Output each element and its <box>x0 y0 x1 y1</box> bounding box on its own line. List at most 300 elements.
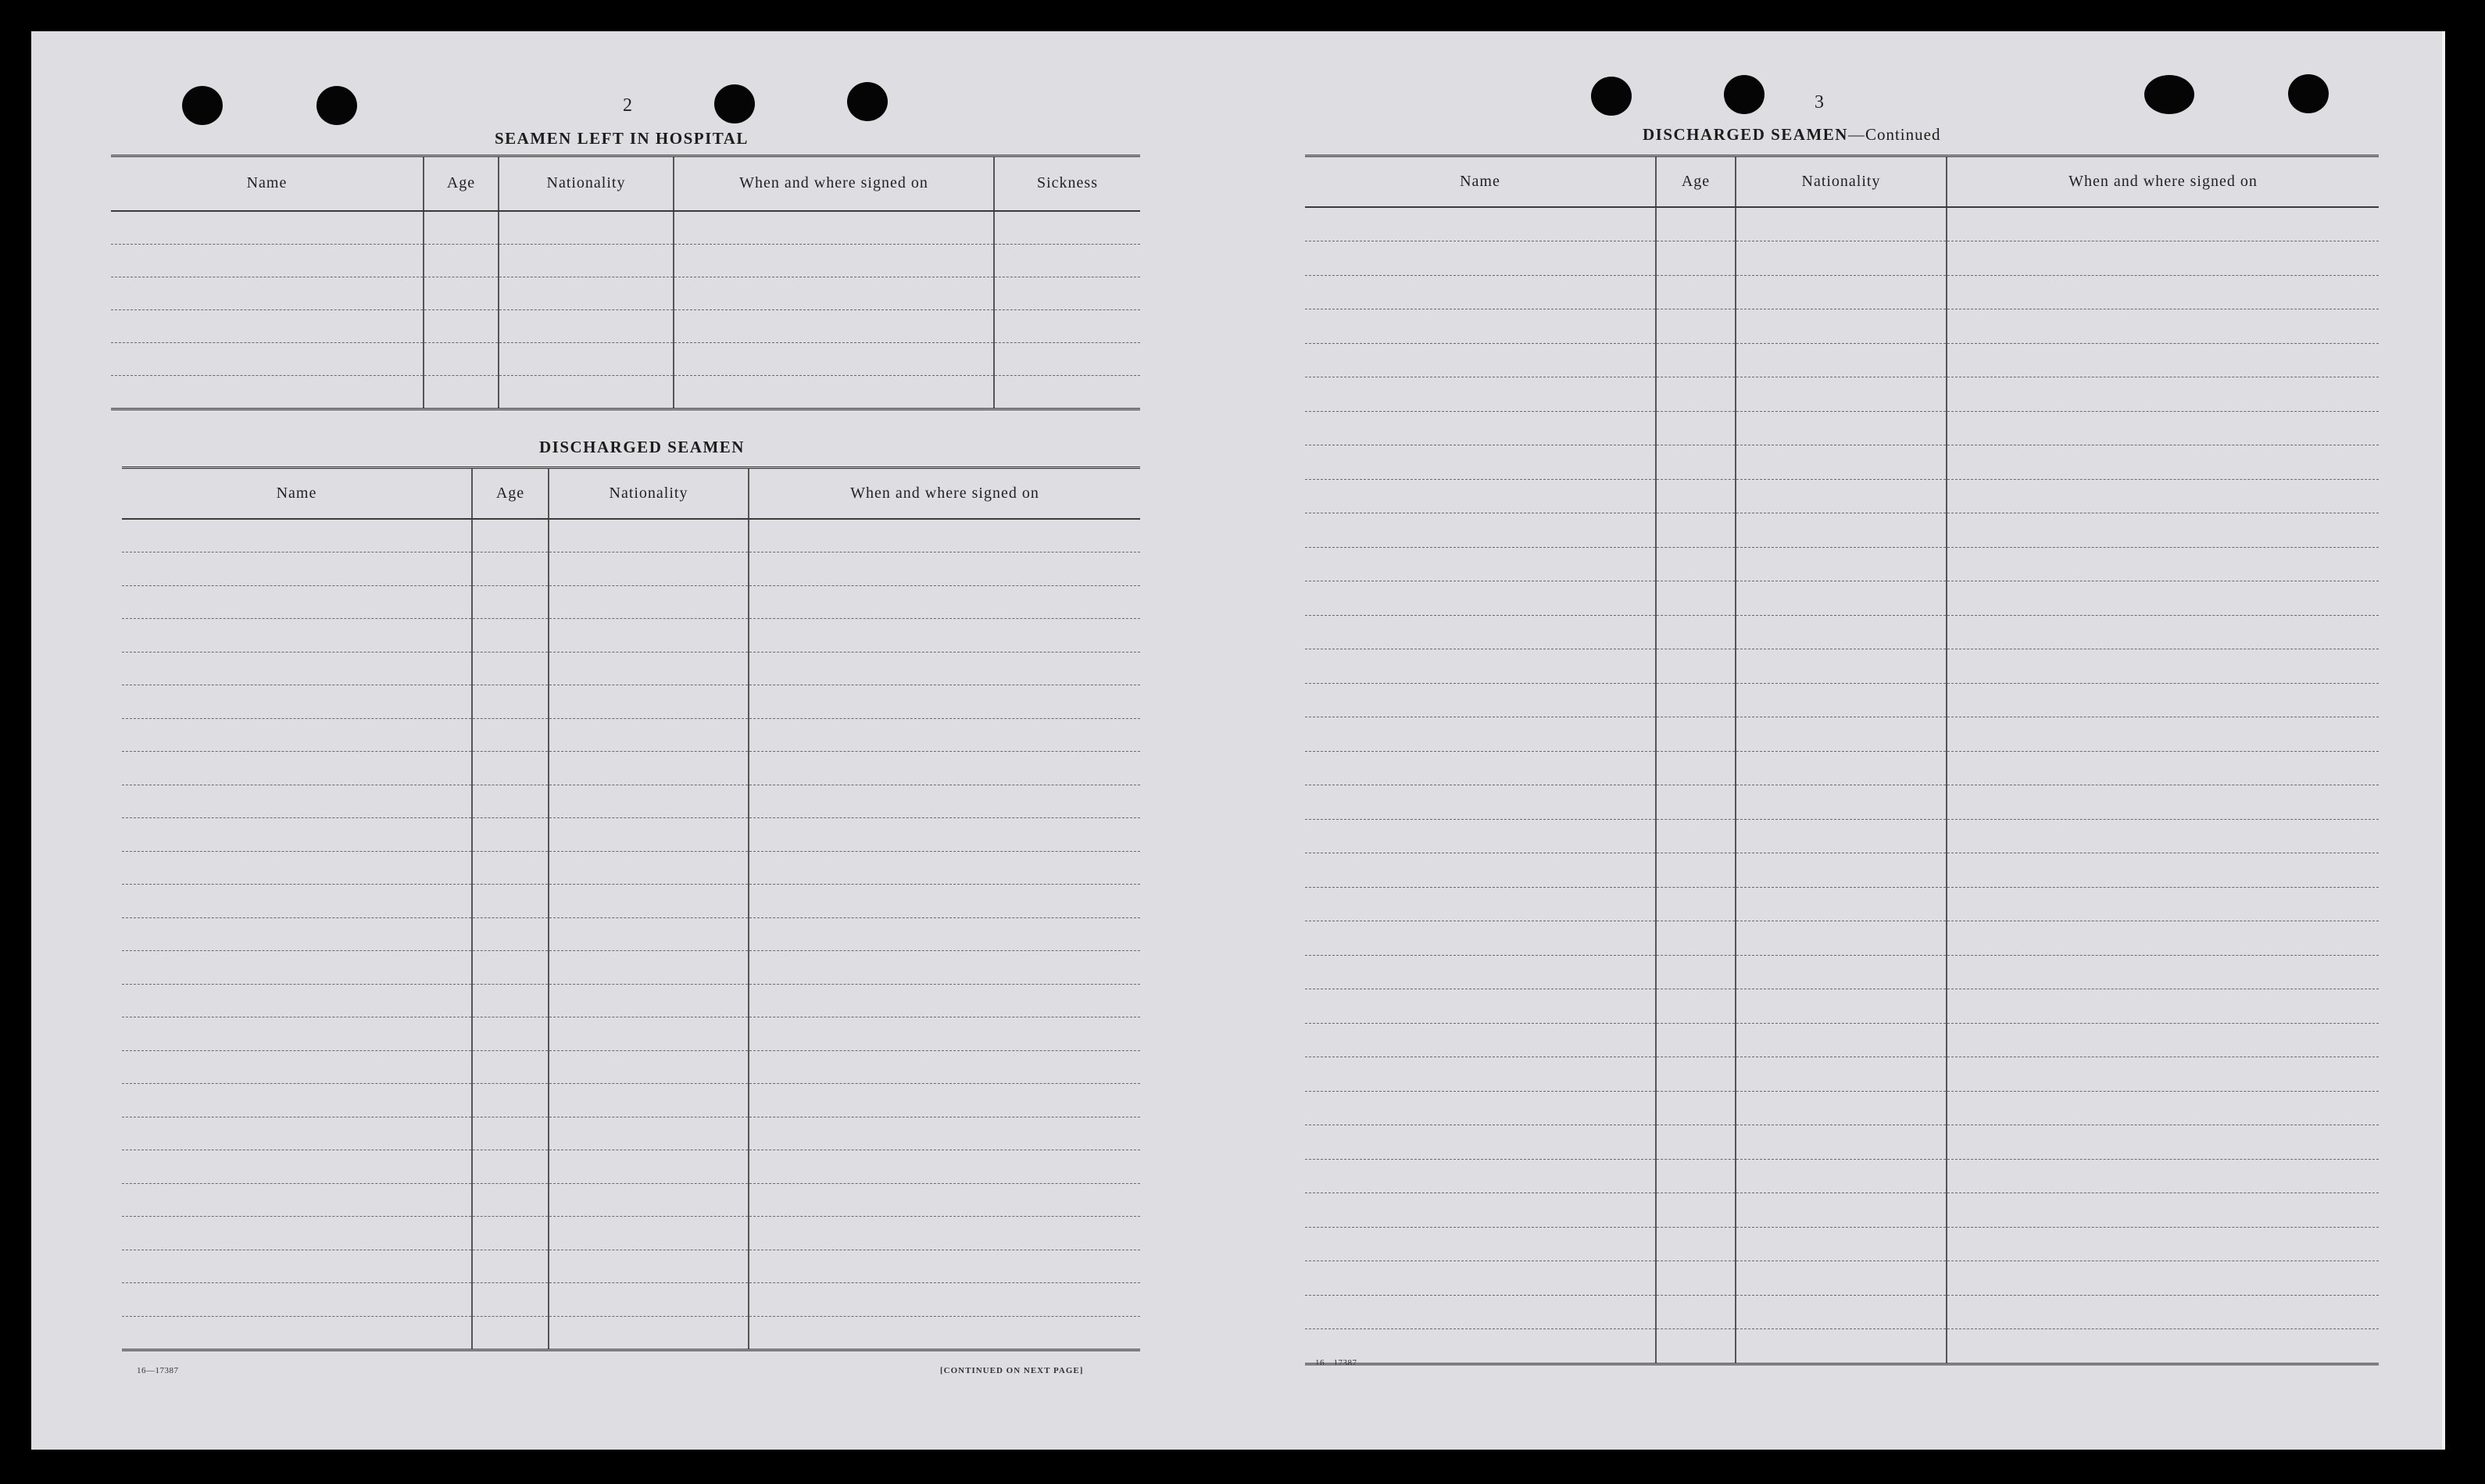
table-cell[interactable] <box>472 752 549 785</box>
punch-hole <box>1591 77 1632 116</box>
table-cell[interactable] <box>1656 275 1736 309</box>
table-cell[interactable] <box>122 1283 472 1317</box>
table-cell[interactable] <box>1305 411 1656 445</box>
table-cell[interactable] <box>749 1050 1140 1084</box>
table-cell[interactable] <box>749 851 1140 885</box>
table-cell[interactable] <box>749 1217 1140 1250</box>
table-cell[interactable] <box>424 309 499 342</box>
table-cell[interactable] <box>749 752 1140 785</box>
table-cell[interactable] <box>1305 1091 1656 1125</box>
table-cell[interactable] <box>1736 955 1947 989</box>
table-cell[interactable] <box>1947 241 2379 276</box>
table-cell[interactable] <box>1305 275 1656 309</box>
table-cell[interactable] <box>1656 1023 1736 1057</box>
table-cell[interactable] <box>1656 751 1736 785</box>
table-row <box>122 652 1140 685</box>
table-cell[interactable] <box>1656 445 1736 480</box>
table-cell[interactable] <box>122 619 472 653</box>
table-row <box>1305 1193 2379 1228</box>
table-cell[interactable] <box>749 1150 1140 1184</box>
table-cell[interactable] <box>1736 717 1947 752</box>
table-cell[interactable] <box>1656 1125 1736 1160</box>
table-cell[interactable] <box>122 851 472 885</box>
table-cell[interactable] <box>549 685 749 719</box>
table-cell[interactable] <box>549 652 749 685</box>
table-cell[interactable] <box>1736 241 1947 276</box>
table-cell[interactable] <box>122 519 472 552</box>
table-cell[interactable] <box>1305 309 1656 344</box>
table-cell[interactable] <box>1947 1125 2379 1160</box>
table-cell[interactable] <box>1656 1057 1736 1092</box>
table-cell[interactable] <box>122 1150 472 1184</box>
table-cell[interactable] <box>1736 751 1947 785</box>
column-header: When and where signed on <box>1947 156 2379 207</box>
table-cell[interactable] <box>549 1084 749 1117</box>
table-cell[interactable] <box>111 211 424 245</box>
table-row <box>1305 275 2379 309</box>
table-cell[interactable] <box>472 1250 549 1283</box>
table-cell[interactable] <box>1656 479 1736 513</box>
table-cell[interactable] <box>472 1084 549 1117</box>
table-cell[interactable] <box>1947 343 2379 377</box>
table-cell[interactable] <box>1736 785 1947 820</box>
table-cell[interactable] <box>472 785 549 818</box>
table-cell[interactable] <box>424 277 499 309</box>
table-cell[interactable] <box>549 1017 749 1051</box>
table-cell[interactable] <box>749 1183 1140 1217</box>
table-cell[interactable] <box>499 244 674 277</box>
table-cell[interactable] <box>1947 513 2379 548</box>
table-cell[interactable] <box>122 885 472 918</box>
table-cell[interactable] <box>122 652 472 685</box>
table-cell[interactable] <box>749 619 1140 653</box>
table-cell[interactable] <box>111 277 424 309</box>
table-cell[interactable] <box>1656 513 1736 548</box>
table-cell[interactable] <box>549 951 749 985</box>
table-cell[interactable] <box>1947 275 2379 309</box>
table-cell[interactable] <box>549 1150 749 1184</box>
table-cell[interactable] <box>674 277 994 309</box>
table-cell[interactable] <box>549 585 749 619</box>
table-cell[interactable] <box>749 1250 1140 1283</box>
table-cell[interactable] <box>549 1050 749 1084</box>
table-cell[interactable] <box>122 984 472 1017</box>
table-cell[interactable] <box>1736 615 1947 649</box>
table-cell[interactable] <box>549 718 749 752</box>
table-cell[interactable] <box>1947 1261 2379 1296</box>
table-cell[interactable] <box>1947 1159 2379 1193</box>
table-cell[interactable] <box>1656 207 1736 241</box>
table-cell[interactable] <box>1305 1227 1656 1261</box>
table-cell[interactable] <box>1656 1227 1736 1261</box>
table-cell[interactable] <box>674 375 994 409</box>
table-cell[interactable] <box>1305 887 1656 921</box>
table-cell[interactable] <box>1656 241 1736 276</box>
table-cell[interactable] <box>674 309 994 342</box>
table-cell[interactable] <box>122 1017 472 1051</box>
table-row <box>1305 581 2379 616</box>
table-cell[interactable] <box>1305 581 1656 616</box>
table-cell[interactable] <box>1656 989 1736 1024</box>
table-cell[interactable] <box>122 552 472 586</box>
table-row <box>122 1150 1140 1184</box>
table-row <box>1305 751 2379 785</box>
table-cell[interactable] <box>1736 819 1947 853</box>
table-cell[interactable] <box>472 1050 549 1084</box>
table-cell[interactable] <box>1656 309 1736 344</box>
table-cell[interactable] <box>749 1017 1140 1051</box>
table-cell[interactable] <box>122 685 472 719</box>
table-row <box>1305 649 2379 684</box>
table-cell[interactable] <box>122 718 472 752</box>
table-cell[interactable] <box>1736 275 1947 309</box>
table-cell[interactable] <box>1656 717 1736 752</box>
table-cell[interactable] <box>674 244 994 277</box>
table-cell[interactable] <box>1736 207 1947 241</box>
table-cell[interactable] <box>1736 1023 1947 1057</box>
table-cell[interactable] <box>549 752 749 785</box>
table-cell[interactable] <box>1736 479 1947 513</box>
table-cell[interactable] <box>1305 445 1656 480</box>
table-cell[interactable] <box>749 552 1140 586</box>
table-cell[interactable] <box>1305 513 1656 548</box>
table-cell[interactable] <box>122 1183 472 1217</box>
table-cell[interactable] <box>1947 649 2379 684</box>
table-cell[interactable] <box>1947 479 2379 513</box>
table-cell[interactable] <box>1656 921 1736 956</box>
table-cell[interactable] <box>1736 581 1947 616</box>
table-cell[interactable] <box>1305 1193 1656 1228</box>
table-cell[interactable] <box>1656 377 1736 412</box>
table-cell[interactable] <box>1947 1057 2379 1092</box>
table-cell[interactable] <box>472 1217 549 1250</box>
table-cell[interactable] <box>1736 853 1947 888</box>
table-cell[interactable] <box>1305 1125 1656 1160</box>
table-cell[interactable] <box>1947 683 2379 717</box>
table-cell[interactable] <box>549 1250 749 1283</box>
table-cell[interactable] <box>1305 785 1656 820</box>
table-row <box>122 818 1140 852</box>
table-cell[interactable] <box>122 585 472 619</box>
table-cell[interactable] <box>549 619 749 653</box>
table-cell[interactable] <box>1656 581 1736 616</box>
table-cell[interactable] <box>1656 649 1736 684</box>
table-cell[interactable] <box>472 1183 549 1217</box>
table-cell[interactable] <box>1656 1261 1736 1296</box>
table-row <box>1305 377 2379 412</box>
table-cell[interactable] <box>1736 547 1947 581</box>
table-cell[interactable] <box>472 818 549 852</box>
table-cell[interactable] <box>1947 751 2379 785</box>
table-cell[interactable] <box>1736 989 1947 1024</box>
table-row <box>122 718 1140 752</box>
table-cell[interactable] <box>1947 1227 2379 1261</box>
table-cell[interactable] <box>1736 1329 1947 1364</box>
table-cell[interactable] <box>424 244 499 277</box>
continued-section-title <box>1643 125 1940 145</box>
table-cell[interactable] <box>1947 785 2379 820</box>
table-cell[interactable] <box>472 1150 549 1184</box>
table-cell[interactable] <box>1656 1295 1736 1329</box>
table-cell[interactable] <box>1305 343 1656 377</box>
table-cell[interactable] <box>1947 445 2379 480</box>
table-cell[interactable] <box>499 211 674 245</box>
table-cell[interactable] <box>749 1117 1140 1150</box>
table-cell[interactable] <box>472 552 549 586</box>
table-cell[interactable] <box>1947 411 2379 445</box>
table-cell[interactable] <box>1736 343 1947 377</box>
table-cell[interactable] <box>994 277 1140 309</box>
table-cell[interactable] <box>749 519 1140 552</box>
table-cell[interactable] <box>549 1183 749 1217</box>
table-row <box>122 1183 1140 1217</box>
column-header: Age <box>424 156 499 211</box>
table-cell[interactable] <box>549 1283 749 1317</box>
table-cell[interactable] <box>749 885 1140 918</box>
table-cell[interactable] <box>122 1316 472 1350</box>
table-cell[interactable] <box>1736 887 1947 921</box>
table-cell[interactable] <box>1656 343 1736 377</box>
table-cell[interactable] <box>1736 1057 1947 1092</box>
table-cell[interactable] <box>549 1316 749 1350</box>
table-cell[interactable] <box>749 1283 1140 1317</box>
table-cell[interactable] <box>549 885 749 918</box>
table-cell[interactable] <box>749 718 1140 752</box>
table-cell[interactable] <box>472 951 549 985</box>
table-cell[interactable] <box>1305 955 1656 989</box>
table-cell[interactable] <box>1305 1057 1656 1092</box>
table-cell[interactable] <box>749 685 1140 719</box>
table-cell[interactable] <box>1305 547 1656 581</box>
table-cell[interactable] <box>1947 1193 2379 1228</box>
table-cell[interactable] <box>1736 1227 1947 1261</box>
table-cell[interactable] <box>499 342 674 375</box>
table-cell[interactable] <box>1736 1125 1947 1160</box>
table-cell[interactable] <box>472 619 549 653</box>
table-cell[interactable] <box>1305 717 1656 752</box>
table-cell[interactable] <box>122 917 472 951</box>
table-cell[interactable] <box>994 309 1140 342</box>
table-row <box>122 1283 1140 1317</box>
table-cell[interactable] <box>1305 1023 1656 1057</box>
table-cell[interactable] <box>1656 547 1736 581</box>
table-cell[interactable] <box>1947 615 2379 649</box>
table-cell[interactable] <box>1947 547 2379 581</box>
table-cell[interactable] <box>549 785 749 818</box>
punch-hole <box>714 84 755 123</box>
table-cell[interactable] <box>122 1050 472 1084</box>
table-cell[interactable] <box>1305 615 1656 649</box>
table-cell[interactable] <box>1305 921 1656 956</box>
right-form-number: 16—17387 <box>1315 1358 1357 1368</box>
table-cell[interactable] <box>1305 989 1656 1024</box>
table-cell[interactable] <box>1947 989 2379 1024</box>
table-cell[interactable] <box>424 342 499 375</box>
table-cell[interactable] <box>749 1316 1140 1350</box>
table-cell[interactable] <box>472 984 549 1017</box>
table-row <box>111 375 1140 409</box>
table-row <box>1305 887 2379 921</box>
table-cell[interactable] <box>1947 581 2379 616</box>
table-cell[interactable] <box>499 309 674 342</box>
table-cell[interactable] <box>472 718 549 752</box>
table-row <box>1305 547 2379 581</box>
continued-discharged-table <box>1305 155 2379 1365</box>
table-cell[interactable] <box>1736 411 1947 445</box>
table-cell[interactable] <box>1305 1295 1656 1329</box>
table-cell[interactable] <box>549 1217 749 1250</box>
table-cell[interactable] <box>1736 921 1947 956</box>
table-cell[interactable] <box>1656 887 1736 921</box>
punch-hole <box>1724 75 1765 114</box>
table-cell[interactable] <box>424 211 499 245</box>
table-cell[interactable] <box>1656 1193 1736 1228</box>
table-cell[interactable] <box>994 211 1140 245</box>
punch-hole <box>2288 74 2329 113</box>
table-cell[interactable] <box>1736 1261 1947 1296</box>
table-cell[interactable] <box>122 1084 472 1117</box>
column-header: Nationality <box>549 468 749 519</box>
sheet-edge <box>2442 31 2445 1450</box>
table-cell[interactable] <box>111 375 424 409</box>
table-row <box>1305 921 2379 956</box>
table-cell[interactable] <box>1656 1091 1736 1125</box>
table-cell[interactable] <box>472 585 549 619</box>
table-cell[interactable] <box>1947 377 2379 412</box>
table-cell[interactable] <box>549 851 749 885</box>
table-cell[interactable] <box>1947 207 2379 241</box>
table-cell[interactable] <box>1656 1329 1736 1364</box>
table-cell[interactable] <box>122 1117 472 1150</box>
table-cell[interactable] <box>1656 615 1736 649</box>
table-cell[interactable] <box>1305 819 1656 853</box>
table-cell[interactable] <box>1947 1329 2379 1364</box>
table-cell[interactable] <box>499 277 674 309</box>
table-cell[interactable] <box>1305 751 1656 785</box>
table-cell[interactable] <box>749 785 1140 818</box>
table-cell[interactable] <box>749 1084 1140 1117</box>
table-cell[interactable] <box>472 1117 549 1150</box>
table-cell[interactable] <box>472 885 549 918</box>
table-cell[interactable] <box>1947 921 2379 956</box>
table-row <box>122 984 1140 1017</box>
right-page-number: 3 <box>1815 92 1824 113</box>
table-row <box>122 685 1140 719</box>
table-cell[interactable] <box>472 1316 549 1350</box>
table-row <box>1305 717 2379 752</box>
table-cell[interactable] <box>1947 853 2379 888</box>
table-cell[interactable] <box>1736 377 1947 412</box>
table-cell[interactable] <box>1656 785 1736 820</box>
table-cell[interactable] <box>1736 513 1947 548</box>
table-cell[interactable] <box>994 342 1140 375</box>
table-cell[interactable] <box>472 851 549 885</box>
table-cell[interactable] <box>1305 1261 1656 1296</box>
table-cell[interactable] <box>111 244 424 277</box>
table-cell[interactable] <box>472 917 549 951</box>
table-cell[interactable] <box>1656 955 1736 989</box>
table-cell[interactable] <box>122 951 472 985</box>
table-cell[interactable] <box>1305 377 1656 412</box>
table-cell[interactable] <box>1305 1159 1656 1193</box>
table-cell[interactable] <box>472 519 549 552</box>
table-cell[interactable] <box>122 818 472 852</box>
table-cell[interactable] <box>1736 1295 1947 1329</box>
table-cell[interactable] <box>122 1217 472 1250</box>
table-cell[interactable] <box>111 342 424 375</box>
table-cell[interactable] <box>549 1117 749 1150</box>
table-cell[interactable] <box>122 785 472 818</box>
table-cell[interactable] <box>549 984 749 1017</box>
table-cell[interactable] <box>1736 1193 1947 1228</box>
table-cell[interactable] <box>1947 955 2379 989</box>
table-cell[interactable] <box>1947 1091 2379 1125</box>
table-cell[interactable] <box>1305 207 1656 241</box>
table-row <box>1305 615 2379 649</box>
table-cell[interactable] <box>674 342 994 375</box>
table-cell[interactable] <box>111 309 424 342</box>
table-cell[interactable] <box>549 519 749 552</box>
table-cell[interactable] <box>1305 479 1656 513</box>
table-cell[interactable] <box>424 375 499 409</box>
table-cell[interactable] <box>1947 819 2379 853</box>
table-cell[interactable] <box>674 211 994 245</box>
table-cell[interactable] <box>1305 853 1656 888</box>
table-cell[interactable] <box>1656 853 1736 888</box>
table-cell[interactable] <box>994 244 1140 277</box>
table-cell[interactable] <box>1736 649 1947 684</box>
table-cell[interactable] <box>1305 683 1656 717</box>
table-cell[interactable] <box>1656 683 1736 717</box>
table-cell[interactable] <box>1305 1329 1656 1364</box>
table-cell[interactable] <box>994 375 1140 409</box>
table-cell[interactable] <box>1305 649 1656 684</box>
table-row <box>1305 683 2379 717</box>
table-cell[interactable] <box>499 375 674 409</box>
table-cell[interactable] <box>749 984 1140 1017</box>
table-cell[interactable] <box>1947 309 2379 344</box>
table-cell[interactable] <box>1736 1091 1947 1125</box>
table-cell[interactable] <box>549 552 749 586</box>
table-cell[interactable] <box>1305 241 1656 276</box>
table-cell[interactable] <box>472 685 549 719</box>
table-cell[interactable] <box>1947 1023 2379 1057</box>
table-cell[interactable] <box>1947 1295 2379 1329</box>
table-cell[interactable] <box>122 752 472 785</box>
table-cell[interactable] <box>472 1017 549 1051</box>
table-cell[interactable] <box>1656 819 1736 853</box>
table-cell[interactable] <box>122 1250 472 1283</box>
table-cell[interactable] <box>472 1283 549 1317</box>
table-cell[interactable] <box>749 652 1140 685</box>
table-cell[interactable] <box>1736 445 1947 480</box>
table-cell[interactable] <box>1736 683 1947 717</box>
table-cell[interactable] <box>549 917 749 951</box>
table-cell[interactable] <box>749 951 1140 985</box>
table-cell[interactable] <box>472 652 549 685</box>
table-cell[interactable] <box>1736 1159 1947 1193</box>
table-cell[interactable] <box>1656 411 1736 445</box>
column-header: Age <box>1656 156 1736 207</box>
table-cell[interactable] <box>549 818 749 852</box>
table-cell[interactable] <box>749 585 1140 619</box>
table-cell[interactable] <box>1947 887 2379 921</box>
table-cell[interactable] <box>1736 309 1947 344</box>
table-cell[interactable] <box>1947 717 2379 752</box>
table-cell[interactable] <box>749 818 1140 852</box>
table-cell[interactable] <box>749 917 1140 951</box>
table-cell[interactable] <box>1656 1159 1736 1193</box>
